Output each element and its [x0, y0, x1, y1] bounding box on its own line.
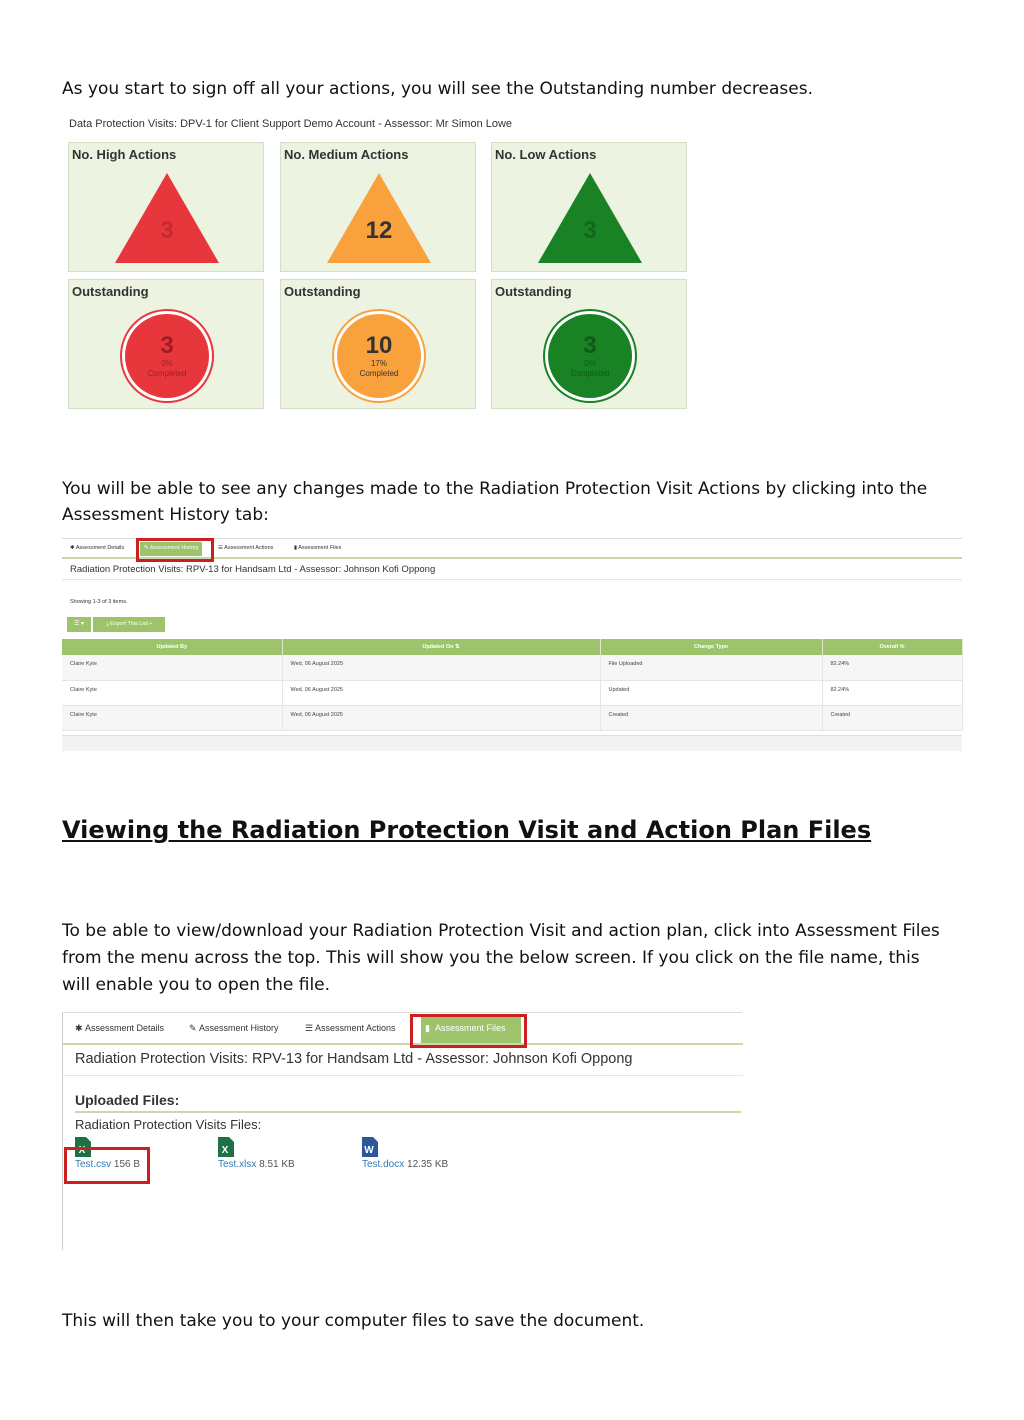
- tab-label: Assessment Files: [298, 545, 342, 551]
- outstanding-low-count: 3: [583, 332, 597, 359]
- column-header-overall[interactable]: Overall %: [822, 639, 962, 655]
- table-cell: Created: [822, 705, 962, 730]
- medium-actions-label: No. Medium Actions: [284, 147, 409, 162]
- table-cell: Claire Kyte: [62, 705, 282, 730]
- tab-label: Assessment History: [199, 1023, 279, 1033]
- tab-label: Assessment Files: [435, 1023, 506, 1033]
- assessment-history-screenshot: [62, 538, 962, 750]
- outstanding-low-circle: [543, 309, 637, 403]
- table-row: [62, 705, 962, 730]
- files-paragraph: To be able to view/download your Radiation Protection Visit and action plan, click into Assessment Files from the menu across the top. This will show you the below screen. If you click on the file name, this will enable you to open the file.: [62, 921, 940, 995]
- word-file-icon: [362, 1137, 378, 1157]
- showing-count: Showing 1-3 of 3 items.: [70, 599, 128, 605]
- outstanding-low-completed: Completed: [570, 369, 610, 378]
- outstanding-high-card: [68, 279, 264, 409]
- outstanding-high-label: Outstanding: [72, 284, 149, 299]
- table-cell: Claire Kyte: [62, 655, 282, 680]
- file-size: 12.35 KB: [407, 1159, 449, 1170]
- table-cell: Wed, 06 August 2025: [282, 680, 600, 705]
- tab-assessment-details[interactable]: [70, 545, 124, 551]
- outstanding-medium-circle: [332, 309, 426, 403]
- excel-file-icon: [218, 1137, 234, 1157]
- tab-assessment-actions[interactable]: [305, 1023, 396, 1034]
- file-icon: ▮: [425, 1023, 430, 1033]
- tab-label: Assessment Details: [85, 1023, 165, 1033]
- column-header-change-type[interactable]: Change Type: [600, 639, 822, 655]
- download-icon: ⤓: [106, 621, 111, 627]
- outstanding-medium-label: Outstanding: [284, 284, 361, 299]
- assessment-files-screenshot: [62, 1012, 742, 1250]
- outstanding-medium-card: [280, 279, 476, 409]
- outstanding-high-completed: Completed: [147, 369, 187, 378]
- icon-letter: W: [364, 1145, 374, 1156]
- column-header-updated-by[interactable]: Updated By: [62, 639, 282, 655]
- table-row: [62, 680, 962, 705]
- medium-actions-card: [280, 142, 476, 272]
- highlight-box: [136, 538, 214, 562]
- table-cell: 82.24%: [822, 655, 962, 680]
- export-list-button[interactable]: [93, 617, 165, 632]
- history-paragraph: You will be able to see any changes made to the Radiation Protection Visit Actions by clicking into the Assessment History tab:: [62, 479, 928, 525]
- divider: [63, 1075, 743, 1076]
- outstanding-medium-completed: Completed: [359, 369, 399, 378]
- gear-icon: ✱: [70, 545, 76, 551]
- low-actions-card: [491, 142, 687, 272]
- icon-letter: X: [221, 1145, 229, 1156]
- file-name-link[interactable]: Test.csv: [75, 1159, 112, 1170]
- assessment-tabs: [63, 1013, 743, 1045]
- low-actions-label: No. Low Actions: [495, 147, 597, 162]
- file-icon: ▮: [294, 545, 299, 551]
- table-cell: 82.24%: [822, 680, 962, 705]
- column-menu-button[interactable]: ☰ ▾: [67, 617, 91, 632]
- outstanding-medium-percent: 17%: [370, 359, 387, 368]
- file-size: 156 B: [113, 1159, 141, 1170]
- icon-letter: X: [78, 1145, 86, 1156]
- list-icon: ☰: [305, 1023, 314, 1033]
- file-name-link[interactable]: Test.xlsx: [218, 1159, 257, 1170]
- outstanding-high-count: 3: [160, 332, 174, 359]
- highlight-box: [410, 1014, 527, 1048]
- closing-paragraph: This will then take you to your computer files to save the document.: [62, 1311, 645, 1331]
- file-item-docx[interactable]: [362, 1137, 448, 1170]
- dashboard-title: Data Protection Visits: DPV-1 for Client Support Demo Account - Assessor: Mr Simon Lowe: [69, 118, 513, 130]
- pencil-icon: ✎: [189, 1023, 197, 1033]
- high-actions-count: 3: [160, 217, 174, 244]
- table-cell: Wed, 06 August 2025: [282, 655, 600, 680]
- divider: [62, 579, 962, 580]
- tab-label: Assessment Actions: [224, 545, 274, 551]
- table-cell: Wed, 06 August 2025: [282, 705, 600, 730]
- file-size: 8.51 KB: [259, 1159, 295, 1170]
- outstanding-low-label: Outstanding: [495, 284, 572, 299]
- file-name-link[interactable]: Test.docx: [362, 1159, 405, 1170]
- medium-actions-count: 12: [365, 217, 393, 244]
- assessment-title: Radiation Protection Visits: RPV-13 for Handsam Ltd - Assessor: Johnson Kofi Oppong: [70, 564, 436, 575]
- table-cell: Claire Kyte: [62, 680, 282, 705]
- intro-paragraph: As you start to sign off all your actions, you will see the Outstanding number decreases.: [62, 79, 813, 99]
- outstanding-high-percent: 0%: [161, 359, 173, 368]
- table-cell: Updated: [600, 680, 822, 705]
- uploaded-files-label: Uploaded Files:: [75, 1092, 180, 1108]
- file-item-xlsx[interactable]: [218, 1137, 295, 1170]
- export-label: Export This List ▾: [110, 621, 152, 627]
- outstanding-high-circle: [120, 309, 214, 403]
- tab-assessment-files[interactable]: [294, 545, 341, 551]
- tab-assessment-actions[interactable]: [218, 545, 273, 551]
- tab-label: Assessment History: [149, 545, 199, 551]
- low-actions-count: 3: [583, 217, 597, 244]
- section-heading: Viewing the Radiation Protection Visit and Action Plan Files: [62, 816, 872, 844]
- highlight-box: [64, 1147, 150, 1184]
- tab-assessment-details[interactable]: [75, 1023, 164, 1034]
- divider: [75, 1111, 741, 1113]
- high-actions-card: [68, 142, 264, 272]
- gear-icon: ✱: [75, 1023, 83, 1033]
- outstanding-low-card: [491, 279, 687, 409]
- assessment-title: Radiation Protection Visits: RPV-13 for Handsam Ltd - Assessor: Johnson Kofi Oppong: [75, 1051, 633, 1067]
- pencil-icon: ✎: [144, 545, 150, 551]
- list-icon: ☰: [218, 545, 225, 551]
- outstanding-medium-count: 10: [365, 332, 393, 359]
- tab-assessment-history[interactable]: [189, 1023, 279, 1034]
- table-footer: [62, 735, 962, 751]
- table-row: [62, 655, 962, 680]
- table-cell: Created: [600, 705, 822, 730]
- history-table: [62, 639, 963, 731]
- files-group-label: Radiation Protection Visits Files:: [75, 1117, 262, 1132]
- outstanding-low-percent: 0%: [584, 359, 596, 368]
- column-header-updated-on[interactable]: Updated On ⇅: [282, 639, 600, 655]
- table-cell: File Uploaded: [600, 655, 822, 680]
- high-actions-label: No. High Actions: [72, 147, 177, 162]
- tab-label: Assessment Details: [75, 545, 125, 551]
- tab-label: Assessment Actions: [315, 1023, 396, 1033]
